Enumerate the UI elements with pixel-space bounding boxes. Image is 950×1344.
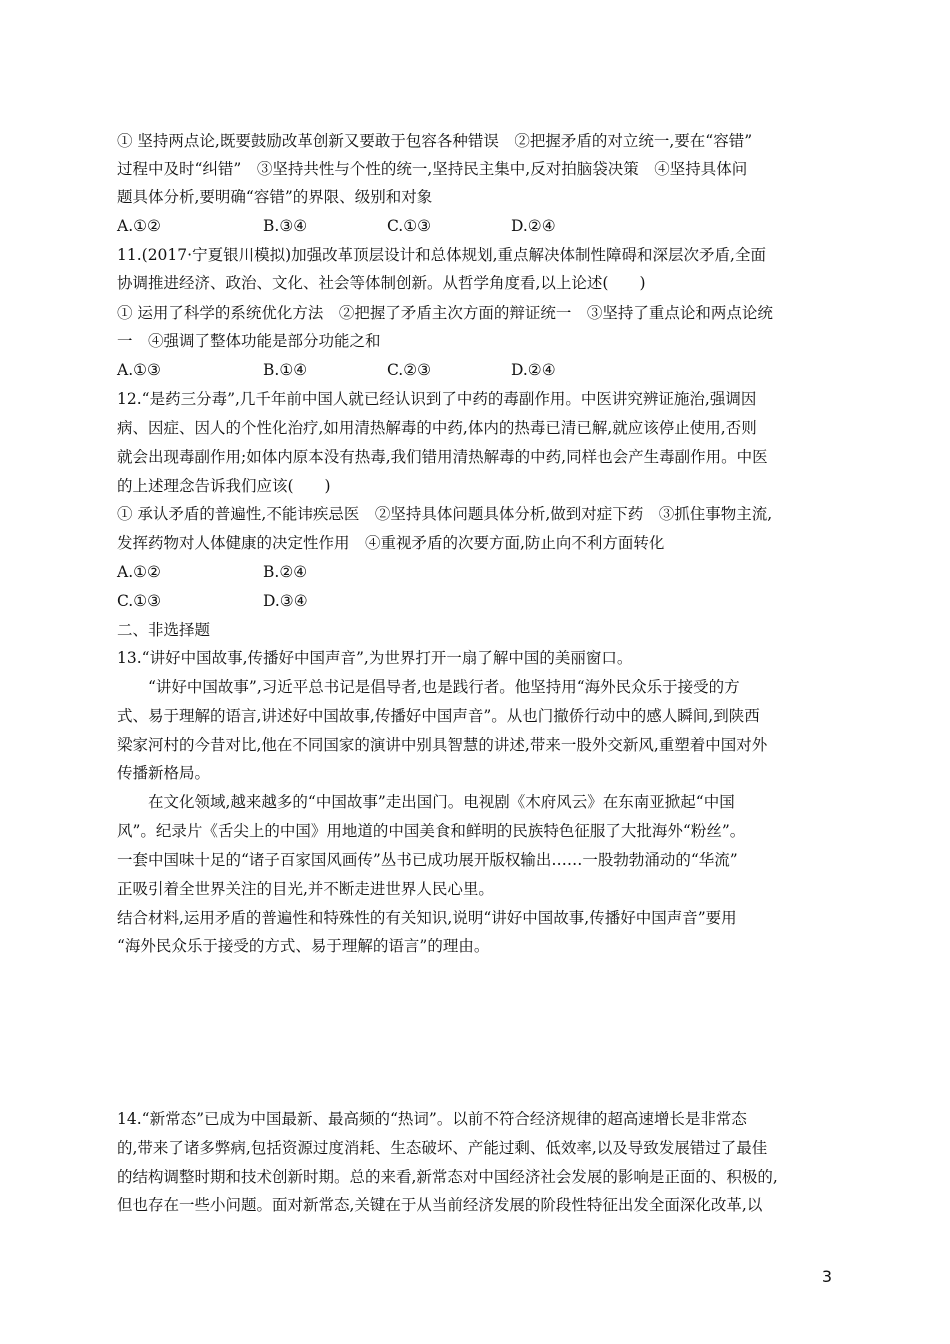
- q14-line-3: 的结构调整时期和技术创新时期。总的来看,新常态对中国经济社会发展的影响是正面的、积极的,: [117, 1168, 778, 1186]
- q12-option-d: D.③④: [263, 592, 308, 610]
- q12-line-5: ① 承认矛盾的普遍性,不能讳疾忌医 ②坚持具体问题具体分析,做到对症下药 ③抓住事物主流,: [117, 505, 773, 523]
- q12-option-c: C.①③: [117, 592, 162, 610]
- q13-line-8: 一套中国味十足的“诸子百家国风画传”丛书已成功展开版权输出……一股勃勃涌动的“华流”: [117, 851, 738, 869]
- q14-line-4: 但也存在一些小问题。面对新常态,关键在于从当前经济发展的阶段性特征出发全面深化改革,以: [117, 1196, 763, 1214]
- q11-line-4: 一 ④强调了整体功能是部分功能之和: [117, 332, 381, 350]
- section-heading: 二、非选择题: [117, 621, 211, 639]
- page-number: 3: [821, 1267, 832, 1286]
- q14-line-2: 的,带来了诸多弊病,包括资源过度消耗、生态破坏、产能过剩、低效率,以及导致发展错过了最佳: [117, 1139, 768, 1157]
- q11-line-3: ① 运用了科学的系统优化方法 ②把握了矛盾主次方面的辩证统一 ③坚持了重点论和两点论统: [117, 304, 773, 322]
- q11-option-d: D.②④: [511, 361, 556, 379]
- q12-option-a: A.①②: [117, 563, 161, 581]
- q12-line-4: 的上述理念告诉我们应该( ): [117, 477, 331, 495]
- q11-option-b: B.①④: [263, 361, 308, 379]
- q12-option-b: B.②④: [263, 563, 308, 581]
- q11-line-2: 协调推进经济、政治、文化、社会等体制创新。从哲学角度看,以上论述( ): [117, 274, 646, 292]
- q12-line-1: 12.“是药三分毒”,几千年前中国人就已经认识到了中药的毒副作用。中医讲究辨证施治,强调因: [117, 390, 757, 408]
- q13-line-10: 结合材料,运用矛盾的普遍性和特殊性的有关知识,说明“讲好中国故事,传播好中国声音”要用: [117, 909, 737, 927]
- q13-line-9: 正吸引着全世界关注的目光,并不断走进世界人民心里。: [117, 880, 494, 898]
- q12-line-2: 病、因症、因人的个性化治疗,如用清热解毒的中药,体内的热毒已清已解,就应该停止使用,否则: [117, 419, 757, 437]
- q11-option-c: C.②③: [387, 361, 432, 379]
- q12-line-6: 发挥药物对人体健康的决定性作用 ④重视矛盾的次要方面,防止向不利方面转化: [117, 534, 665, 552]
- q13-line-5: 传播新格局。: [117, 764, 211, 782]
- q13-line-11: “海外民众乐于接受的方式、易于理解的语言”的理由。: [117, 937, 490, 955]
- q11-option-a: A.①③: [117, 361, 161, 379]
- q13-line-1: 13.“讲好中国故事,传播好中国声音”,为世界打开一扇了解中国的美丽窗口。: [117, 649, 633, 667]
- q10-line-3: 题具体分析,要明确“容错”的界限、级别和对象: [117, 188, 433, 206]
- q10-option-a: A.①②: [117, 217, 161, 235]
- q10-option-d: D.②④: [511, 217, 556, 235]
- q12-line-3: 就会出现毒副作用;如体内原本没有热毒,我们错用清热解毒的中药,同样也会产生毒副作用。中医: [117, 448, 768, 466]
- q10-option-c: C.①③: [387, 217, 432, 235]
- q13-line-6: 在文化领域,越来越多的“中国故事”走出国门。电视剧《木府风云》在东南亚掀起“中国: [117, 793, 735, 811]
- q10-line-2: 过程中及时“纠错” ③坚持共性与个性的统一,坚持民主集中,反对拍脑袋决策 ④坚持具体问: [117, 160, 748, 178]
- q13-line-2: “讲好中国故事”,习近平总书记是倡导者,也是践行者。他坚持用“海外民众乐于接受的方: [117, 678, 740, 696]
- q13-line-4: 梁家河村的今昔对比,他在不同国家的演讲中别具智慧的讲述,带来一股外交新风,重塑着中国对外: [117, 736, 768, 754]
- q13-line-3: 式、易于理解的语言,讲述好中国故事,传播好中国声音”。从也门撤侨行动中的感人瞬间,到陕西: [117, 707, 760, 725]
- q10-option-b: B.③④: [263, 217, 308, 235]
- q13-line-7: 风”。纪录片《舌尖上的中国》用地道的中国美食和鲜明的民族特色征服了大批海外“粉丝”。: [117, 822, 746, 840]
- q11-line-1: 11.(2017·宁夏银川模拟)加强改革顶层设计和总体规划,重点解决体制性障碍和深层次矛盾,全面: [117, 246, 766, 264]
- q10-line-1: ① 坚持两点论,既要鼓励改革创新又要敢于包容各种错误 ②把握矛盾的对立统一,要在“容错”: [117, 132, 753, 150]
- q14-line-1: 14.“新常态”已成为中国最新、最高频的“热词”。以前不符合经济规律的超高速增长是非常态: [117, 1110, 747, 1128]
